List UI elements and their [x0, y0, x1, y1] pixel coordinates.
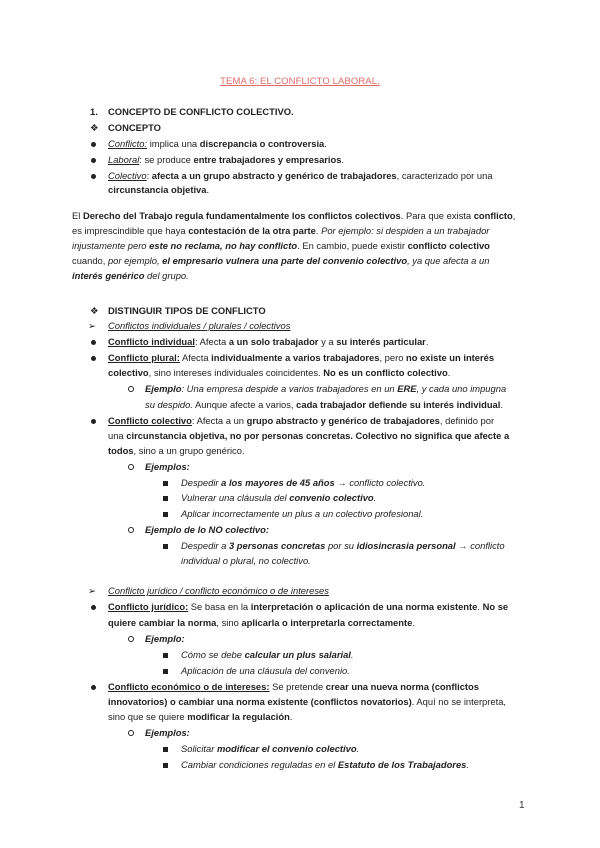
page-title: TEMA 6: EL CONFLICTO LABORAL.	[220, 76, 380, 87]
bullet-colectivo: Colectivo: afecta a un grupo abstracto y genérico de trabajadores, caracterizado por una	[108, 170, 493, 181]
no-colectivo-item-cont: individual o plural, no colectivo.	[181, 555, 311, 566]
juridico-ejemplo-item: Aplicación de una cláusula del convenio.	[181, 665, 350, 676]
diamond-bullet-icon: ❖	[90, 305, 99, 316]
square-bullet-icon	[163, 477, 168, 489]
diamond-bullet-icon: ❖	[90, 122, 99, 133]
circle-bullet-icon	[128, 524, 134, 536]
bullet-colectivo-cont: circunstancia objetiva.	[108, 184, 210, 195]
circle-bullet-icon	[128, 727, 134, 739]
arrow-bullet-icon: ➢	[88, 320, 96, 331]
subheading-concepto: CONCEPTO	[108, 122, 161, 133]
bullet-icon	[91, 138, 96, 150]
economico-ejemplo-item: Solicitar modificar el convenio colectivo.	[181, 743, 360, 754]
square-bullet-icon	[163, 649, 168, 661]
circle-bullet-icon	[128, 461, 134, 473]
plural-example-cont: su despido. Aunque afecte a varios, cada trabajador defiende su interés individual.	[145, 399, 503, 410]
colectivo-ejemplo-item: Vulnerar una cláusula del convenio colectivo.	[181, 492, 377, 503]
paragraph-line: es imprescindible que haya contestación de la otra parte. Por ejemplo: si despiden a un trabajador	[72, 225, 490, 236]
juridico-ejemplo-item: Cómo se debe calcular un plus salarial.	[181, 649, 354, 660]
arrow-bullet-icon: ➢	[88, 585, 96, 596]
bullet-laboral: Laboral: se produce entre trabajadores y empresarios.	[108, 154, 345, 165]
circle-bullet-icon	[128, 383, 134, 395]
colectivo-ejemplo-item: Aplicar incorrectamente un plus a un colectivo profesional.	[181, 508, 424, 519]
colectivo-ejemplos-label: Ejemplos:	[145, 461, 190, 472]
bullet-plural-cont: colectivo, sino intereses individuales coincidentes. No es un conflicto colectivo.	[108, 367, 451, 378]
circle-bullet-icon	[128, 633, 134, 645]
section-heading-tipos: DISTINGUIR TIPOS DE CONFLICTO	[108, 305, 266, 316]
square-bullet-icon	[163, 759, 168, 771]
square-bullet-icon	[163, 665, 168, 677]
bullet-icon	[91, 601, 96, 613]
colectivo-ejemplo-item: Despedir a los mayores de 45 años → conflicto colectivo.	[181, 477, 426, 488]
economico-ejemplos-label: Ejemplos:	[145, 727, 190, 738]
bullet-colectivo-tipo: Conflicto colectivo: Afecta a un grupo abstracto y genérico de trabajadores, definido por	[108, 415, 495, 426]
plural-example: Ejemplo: Una empresa despide a varios trabajadores en un ERE, y cada uno impugna	[145, 383, 507, 394]
paragraph-line: El Derecho del Trabajo regula fundamentalmente los conflictos colectivos. Para que exista conflicto,	[72, 210, 516, 221]
page-number: 1	[519, 800, 525, 811]
bullet-juridico: Conflicto jurídico: Se basa en la interpretación o aplicación de una norma existente. No se	[108, 601, 509, 612]
bullet-icon	[91, 336, 96, 348]
section-heading: CONCEPTO DE CONFLICTO COLECTIVO.	[108, 106, 294, 117]
economico-ejemplo-item: Cambiar condiciones reguladas en el Estatuto de los Trabajadores.	[181, 759, 469, 770]
bullet-plural: Conflicto plural: Afecta individualmente a varios trabajadores, pero no existe un interés	[108, 352, 495, 363]
bullet-colectivo-tipo-cont: una circunstancia objetiva, no por personas concretas. Colectivo no significa que afecte a	[108, 430, 510, 441]
paragraph-line: interés genérico del grupo.	[72, 270, 189, 281]
paragraph-line: injustamente pero este no reclama, no hay conflicto. En cambio, puede existir conflicto colectivo	[72, 240, 490, 251]
bullet-juridico-cont: quiere cambiar la norma, sino aplicarla o interpretarla correctamente.	[108, 617, 415, 628]
no-colectivo-label: Ejemplo de lo NO colectivo:	[145, 524, 269, 535]
section-number: 1.	[90, 106, 98, 117]
bullet-economico: Conflicto económico o de intereses: Se pretende crear una nueva norma (conflictos	[108, 681, 479, 692]
bullet-icon	[91, 154, 96, 166]
bullet-economico-cont: sino que se quiere modificar la regulación.	[108, 711, 293, 722]
square-bullet-icon	[163, 492, 168, 504]
square-bullet-icon	[163, 540, 168, 552]
bullet-icon	[91, 352, 96, 364]
juridico-ejemplo-label: Ejemplo:	[145, 633, 185, 644]
bullet-icon	[91, 170, 96, 182]
paragraph-line: cuando, por ejemplo, el empresario vulnera una parte del convenio colectivo, ya que afecta a un	[72, 255, 490, 266]
bullet-economico-cont: innovatorios) o cambiar una norma existente (conflictos novatorios). Aquí no se interpreta,	[108, 696, 507, 707]
bullet-colectivo-tipo-cont: todos, sino a un grupo genérico.	[108, 445, 245, 456]
bullet-conflicto: Conflicto: implica una discrepancia o controversia.	[108, 138, 327, 149]
square-bullet-icon	[163, 508, 168, 520]
bullet-icon	[91, 415, 96, 427]
subheading-juridico: Conflicto jurídico / conflicto económico o de intereses	[108, 585, 329, 596]
bullet-icon	[91, 681, 96, 693]
no-colectivo-item: Despedir a 3 personas concretas por su idiosincrasia personal → conflicto	[181, 540, 505, 551]
square-bullet-icon	[163, 743, 168, 755]
subheading-individuales: Conflictos individuales / plurales / colectivos	[108, 320, 291, 331]
bullet-individual: Conflicto individual: Afecta a un solo trabajador y a su interés particular.	[108, 336, 429, 347]
